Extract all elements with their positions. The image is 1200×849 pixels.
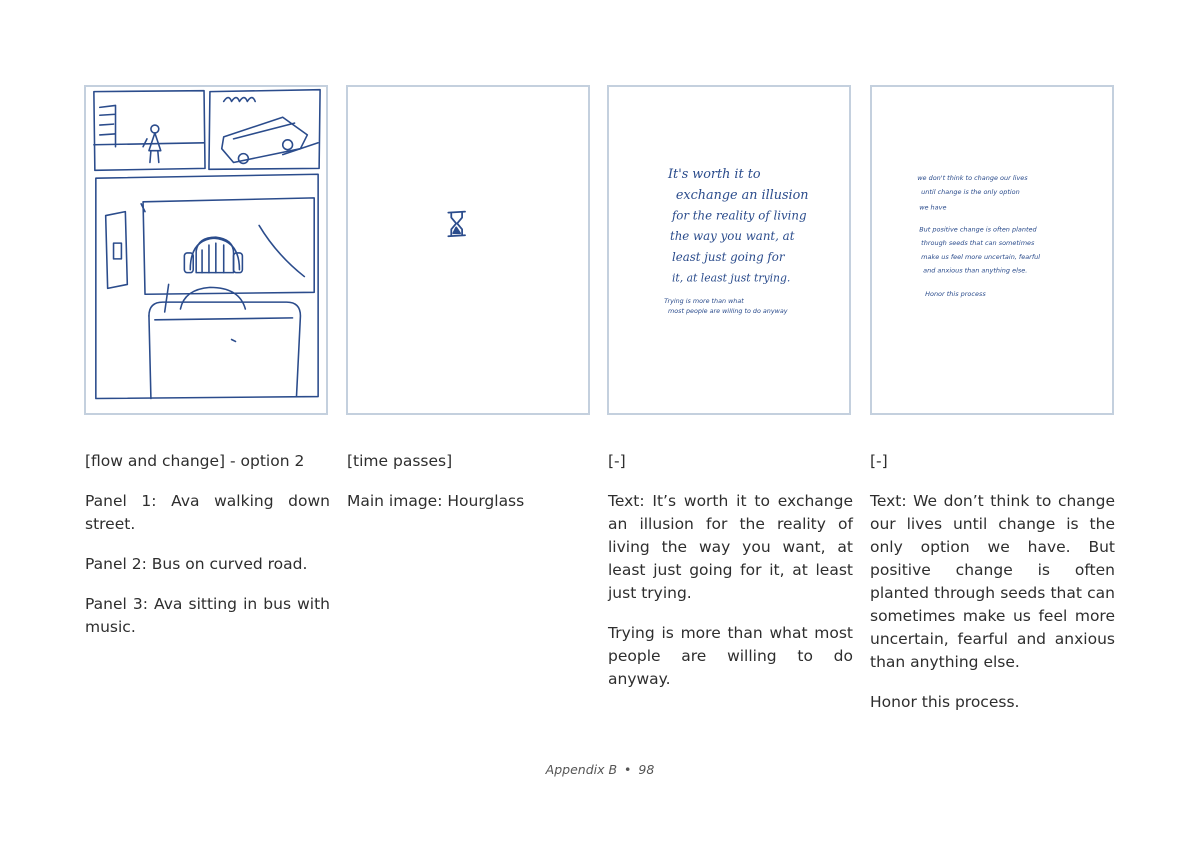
handwritten-line: we have [919, 203, 947, 212]
handwritten-line: least just going for [671, 249, 785, 264]
caption-paragraph: Main image: Hourglass [347, 492, 525, 510]
caption-paragraph: Text: We don’t think to change our lives until change is the only option we have. But positive change is often planted through seeds that can sometimes make us feel more uncertain, fearful and anxious than anything else. [870, 492, 1115, 671]
handwritten-line: exchange an illusion [675, 187, 809, 203]
handwritten-line: and anxious than anything else. [923, 266, 1028, 275]
handwritten-line: the way you want, at [669, 229, 795, 244]
caption-heading: [-] [608, 452, 626, 470]
handwritten-line: for the reality of living [671, 208, 807, 223]
sketch-panel-4 [870, 85, 1114, 415]
caption-heading: [time passes] [347, 452, 453, 470]
handwritten-line: through seeds that can sometimes [921, 239, 1035, 248]
caption-paragraph: Text: It’s worth it to exchange an illusion for the reality of living the way you want, at least just going for it, at least just trying. [608, 492, 853, 602]
page-number: 98 [638, 762, 655, 777]
handwritten-line: it, at least just trying. [671, 271, 791, 285]
caption-paragraph: Panel 3: Ava sitting in bus with music. [85, 595, 330, 636]
caption-heading: [flow and change] - option 2 [85, 452, 305, 470]
footer-label: Appendix B [545, 762, 618, 777]
handwritten-line: It's worth it to [668, 167, 761, 183]
caption-column-2 [347, 450, 592, 530]
handwritten-line: most people are willing to do anyway [668, 306, 788, 315]
caption-paragraph: Honor this process. [870, 693, 1020, 711]
caption-paragraph: Trying is more than what most people are willing to do anyway. [608, 624, 853, 688]
sketch-panel-3 [607, 85, 851, 415]
handwritten-text-panel [872, 87, 1112, 413]
handwritten-line: until change is the only option [921, 187, 1020, 196]
caption-column-4 [870, 450, 1115, 731]
caption-paragraph: Panel 2: Bus on curved road. [85, 555, 308, 573]
hourglass-icon [348, 87, 588, 413]
handwritten-line: make us feel more uncertain, fearful [921, 252, 1041, 261]
handwritten-line: But positive change is often planted [919, 225, 1037, 234]
handwritten-line: Trying is more than what [664, 297, 744, 306]
caption-paragraph: Panel 1: Ava walking down street. [85, 492, 330, 533]
handwritten-text-panel [609, 87, 849, 413]
sketch-panel-1 [84, 85, 328, 415]
sketch-panel-2 [346, 85, 590, 415]
caption-heading: [-] [870, 452, 888, 470]
handwritten-line: Honor this process [925, 290, 986, 299]
caption-column-3 [608, 450, 853, 708]
comic-sketch-drawing [86, 87, 326, 413]
footer-separator: • [624, 762, 632, 777]
page-footer [0, 762, 1200, 777]
handwritten-line: we don't think to change our lives [917, 174, 1028, 183]
caption-column-1 [85, 450, 330, 656]
